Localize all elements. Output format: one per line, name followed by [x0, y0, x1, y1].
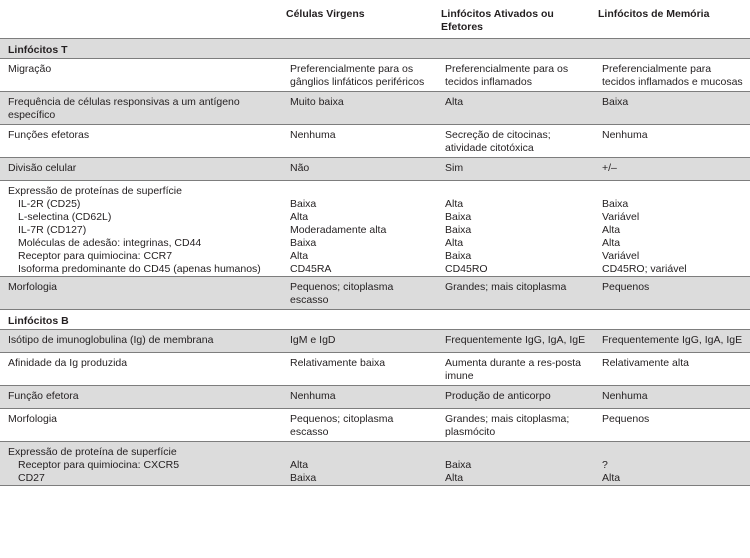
header-row: [0, 0, 750, 39]
sub-value: Alta: [445, 472, 464, 484]
header-effector-cells: Linfócitos Ativados ou Efetores: [437, 0, 594, 39]
cell-naive: Não: [282, 158, 437, 181]
sub-label: IL-7R (CD127): [18, 224, 87, 236]
table-row: [0, 442, 750, 486]
table-row: [0, 92, 750, 125]
cell-naive: Muito baixa: [282, 92, 437, 125]
row-label: Afinidade da Ig produzida: [0, 353, 282, 386]
cell-naive: IgM e IgD: [282, 330, 437, 353]
sub-label: CD27: [18, 472, 45, 484]
section-row: [0, 310, 750, 330]
cell-effector: Frequentemente IgG, IgA, IgE: [437, 330, 594, 353]
cell-naive: Pequenos; citoplasma escasso: [282, 409, 437, 442]
row-label: [0, 442, 282, 486]
sub-value: Alta: [290, 211, 309, 223]
sub-label: L-selectina (CD62L): [18, 211, 112, 223]
sub-value: Alta: [602, 224, 621, 236]
cell-effector: Produção de anticorpo: [437, 386, 594, 409]
table-row: [0, 277, 750, 310]
sub-value: CD45RA: [290, 263, 332, 275]
cell-naive: Preferencialmente para os gânglios linfáticos periféricos: [282, 59, 437, 92]
section-title: Linfócitos T: [0, 39, 750, 59]
sub-value: Baixa: [445, 211, 472, 223]
cell-naive: Pequenos; citoplasma escasso: [282, 277, 437, 310]
row-label: Frequência de células responsivas a um antígeno específico: [0, 92, 282, 125]
table-row: [0, 125, 750, 158]
table-row: [0, 59, 750, 92]
cell-naive: Nenhuma: [282, 125, 437, 158]
cell-memory: Frequentemente IgG, IgA, IgE: [594, 330, 750, 353]
sub-value: Baixa: [445, 224, 472, 236]
cell-memory: Nenhuma: [594, 386, 750, 409]
sub-value: Baixa: [445, 250, 472, 262]
table-row: [0, 181, 750, 277]
sub-label: IL-2R (CD25): [18, 198, 81, 210]
table-row: [0, 158, 750, 181]
sub-value: Variável: [602, 250, 640, 262]
cell-effector: Alta: [437, 92, 594, 125]
cell-memory: [594, 181, 750, 277]
cell-effector: Aumenta durante a res-posta imune: [437, 353, 594, 386]
sub-value: Baixa: [445, 459, 472, 471]
table-row: [0, 353, 750, 386]
sub-value: ?: [602, 459, 608, 471]
sub-value: Alta: [290, 459, 309, 471]
cell-effector: [437, 181, 594, 277]
cell-memory: Relativamente alta: [594, 353, 750, 386]
table-row: [0, 409, 750, 442]
sub-value: Moderadamente alta: [290, 224, 387, 236]
header-naive-cells: Células Virgens: [282, 0, 437, 39]
group-label: Expressão de proteína de superfície: [8, 446, 177, 458]
row-label: Morfologia: [0, 277, 282, 310]
cell-effector: Secreção de citocinas; atividade citotóxica: [437, 125, 594, 158]
cell-effector: Grandes; mais citoplasma: [437, 277, 594, 310]
cell-memory: Pequenos: [594, 409, 750, 442]
row-label: Função efetora: [0, 386, 282, 409]
cell-effector: Sim: [437, 158, 594, 181]
sub-value: CD45RO; variável: [602, 263, 687, 275]
sub-label: Receptor para quimiocina: CCR7: [18, 250, 173, 262]
sub-value: Baixa: [290, 472, 317, 484]
cell-memory: +/–: [594, 158, 750, 181]
section-row: [0, 39, 750, 59]
row-label: Migração: [0, 59, 282, 92]
sub-value: Alta: [602, 237, 621, 249]
row-label: [0, 181, 282, 277]
sub-value: Baixa: [290, 237, 317, 249]
sub-value: Alta: [602, 472, 621, 484]
cell-memory: [594, 442, 750, 486]
row-label: Morfologia: [0, 409, 282, 442]
cell-naive: [282, 442, 437, 486]
cell-naive: Nenhuma: [282, 386, 437, 409]
row-label: Funções efetoras: [0, 125, 282, 158]
header-empty: [0, 0, 282, 39]
cell-memory: Pequenos: [594, 277, 750, 310]
cell-memory: Nenhuma: [594, 125, 750, 158]
sub-value: Alta: [445, 198, 464, 210]
group-label: Expressão de proteínas de superfície: [8, 185, 182, 197]
cell-effector: [437, 442, 594, 486]
cell-effector: Grandes; mais citoplasma; plasmócito: [437, 409, 594, 442]
row-label: Divisão celular: [0, 158, 282, 181]
sub-value: CD45RO: [445, 263, 488, 275]
sub-value: Baixa: [602, 198, 629, 210]
sub-value: Alta: [290, 250, 309, 262]
cell-naive: Relativamente baixa: [282, 353, 437, 386]
cell-naive: [282, 181, 437, 277]
sub-label: Receptor para quimiocina: CXCR5: [18, 459, 180, 471]
cell-memory: Preferencialmente para tecidos inflamados e mucosas: [594, 59, 750, 92]
sub-value: Alta: [445, 237, 464, 249]
table-row: [0, 386, 750, 409]
section-title: Linfócitos B: [0, 310, 750, 330]
row-label: Isótipo de imunoglobulina (Ig) de membrana: [0, 330, 282, 353]
cell-effector: Preferencialmente para os tecidos inflamados: [437, 59, 594, 92]
table-row: [0, 330, 750, 353]
sub-label: Isoforma predominante do CD45 (apenas humanos): [18, 263, 261, 275]
cell-memory: Baixa: [594, 92, 750, 125]
sub-value: Variável: [602, 211, 640, 223]
sub-label: Moléculas de adesão: integrinas, CD44: [18, 237, 202, 249]
header-memory-cells: Linfócitos de Memória: [594, 0, 750, 39]
sub-value: Baixa: [290, 198, 317, 210]
